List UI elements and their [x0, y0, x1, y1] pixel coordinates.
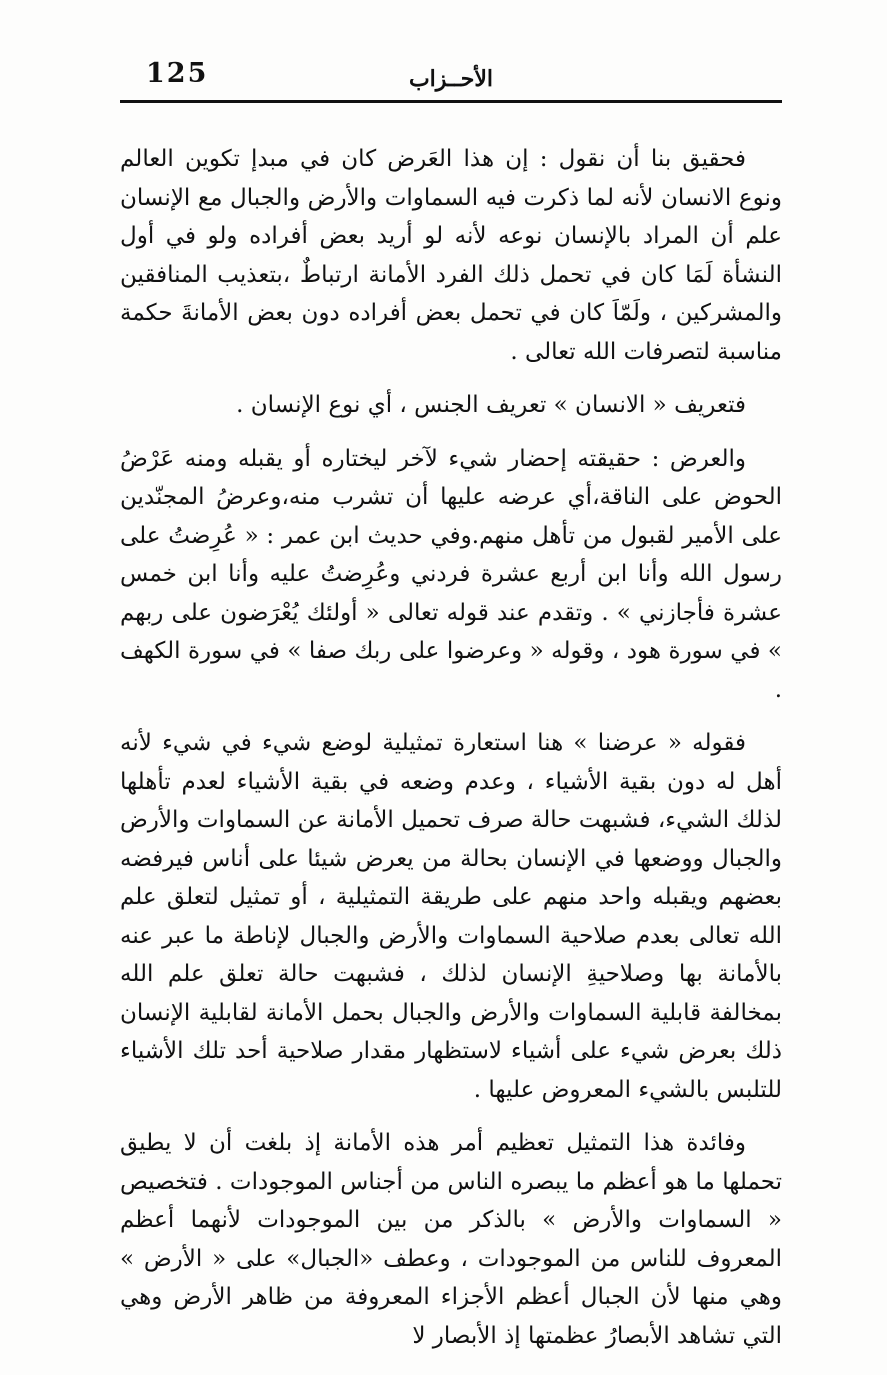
- paragraph: والعرض : حقيقته إحضار شيء لآخر ليختاره أو يقبله ومنه عَرْضُ الحوض على الناقة،أي عرضه عليها أن تشرب منه،وعرضُ المجنّدين على الأمير لقبول من تأهل منهم.وفي حديث ابن عمر : « عُرِضتُ على رسول الله وأنا ابن أربع عشرة فردني وعُرِضتُ عليه وأنا ابن خمس عشرة فأجازني » . وتقدم عند قوله تعالى « أولئك يُعْرَضون على ربهم » في سورة هود ، وقوله « وعرضوا على ربك صفا » في سورة الكهف .: [120, 445, 782, 703]
- header-divider: [120, 100, 782, 103]
- paragraph: فحقيق بنا أن نقول : إن هذا العَرض كان في مبدإ تكوين العالم ونوع الانسان لأنه لما ذكرت فيه السماوات والأرض والجبال مع الإنسان علم أن المراد بالإنسان نوعه لأنه لو أريد بعض أفراده ولو في أول النشأة لَمَا كان في تحمل ذلك الفرد الأمانة ارتباطٌ ،بتعذيب المنافقين والمشركين ، ولَمّاَ كان في تحمل بعض أفراده دون بعض الأمانةَ حكمة مناسبة لتصرفات الله تعالى .: [120, 146, 782, 365]
- page-header: [120, 58, 782, 98]
- paragraph: وفائدة هذا التمثيل تعظيم أمر هذه الأمانة إذ بلغت أن لا يطيق تحملها ما هو أعظم ما يبصره الناس من أجناس الموجودات . فتخصيص « السماوات والأرض » بالذكر من بين الموجودات لأنهما أعظم المعروف للناس من الموجودات ، وعطف «الجبال» على « الأرض » وهي منها لأن الجبال أعظم الأجزاء المعروفة من ظاهر الأرض وهي التي تشاهد الأبصارُ عظمتها إذ الأبصار لا: [120, 1130, 782, 1349]
- body-text: [120, 140, 782, 1370]
- paragraph: فتعريف « الانسان » تعريف الجنس ، أي نوع الإنسان .: [236, 392, 746, 418]
- page-number: 125: [146, 58, 209, 89]
- paragraph: فقوله « عرضنا » هنا استعارة تمثيلية لوضع شيء في شيء لأنه أهل له دون بقية الأشياء ، وعدم وضعه في بقية الأشياء لعدم تأهلها لذلك الشيء، فشبهت حالة صرف تحميل الأمانة عن السماوات والأرض والجبال ووضعها في الإنسان بحالة من يعرض شيئا على أناس فيرفضه بعضهم ويقبله واحد منهم على طريقة التمثيلية ، أو تمثيل لتعلق علم الله تعالى بعدم صلاحية السماوات والأرض والجبال لإناطة ما عبر عنه بالأمانة بها وصلاحيةِ الإنسان لذلك ، فشبهت حالة تعلق علم الله بمخالفة قابلية السماوات والأرض والجبال بحمل الأمانة لقابلية الإنسان ذلك بعرض شيء على أشياء لاستظهار مقدار صلاحية أحد تلك الأشياء للتلبس بالشيء المعروض عليها .: [120, 730, 782, 1103]
- running-title: الأحــزاب: [408, 66, 494, 92]
